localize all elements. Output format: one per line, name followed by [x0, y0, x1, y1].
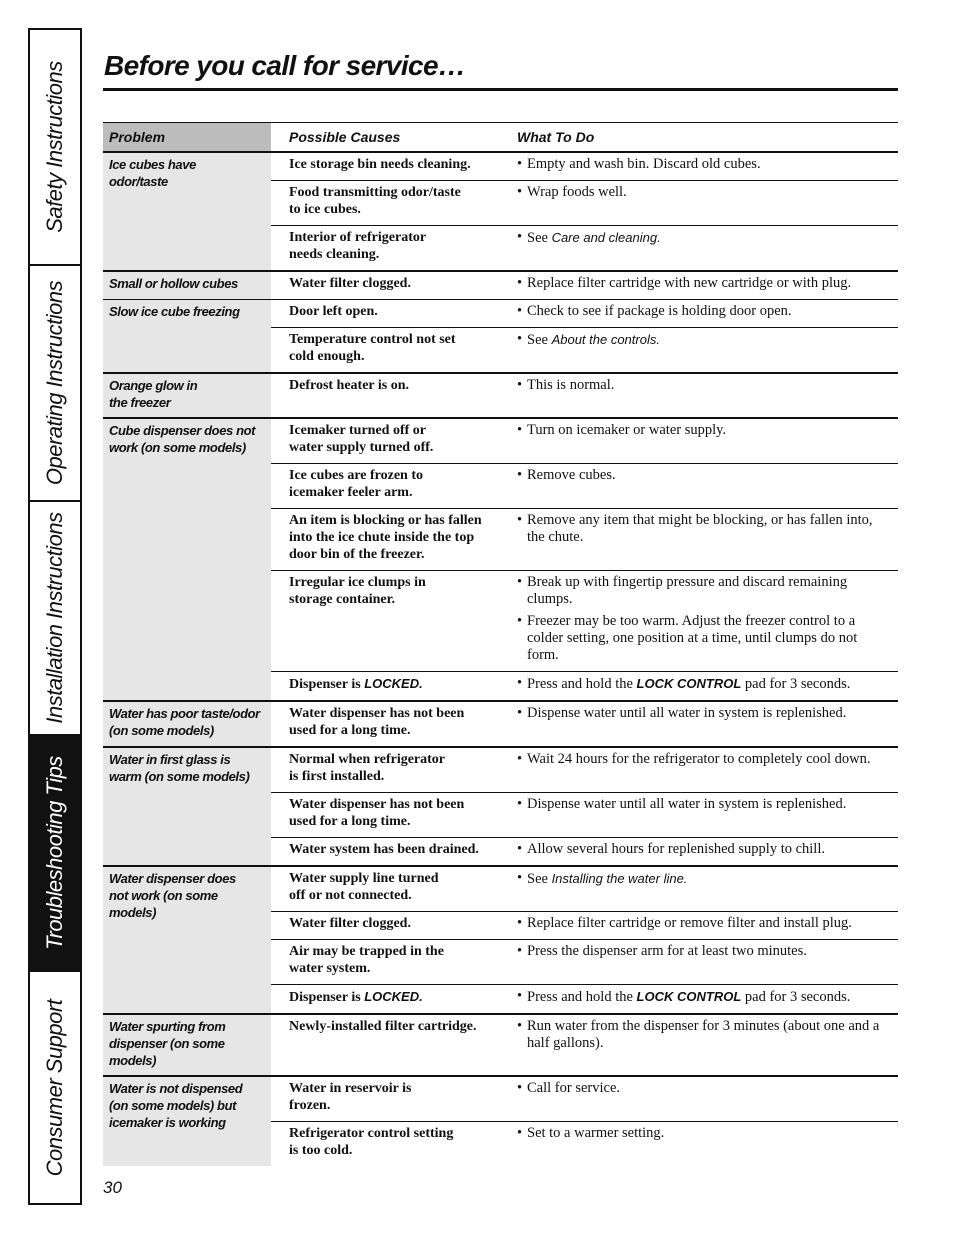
tab-troubleshooting-tips[interactable] — [30, 736, 80, 972]
cause-cell: Icemaker turned off or water supply turned off. — [271, 418, 500, 464]
what-to-do-cell — [500, 373, 898, 418]
what-to-do-cell — [500, 509, 898, 571]
cause-cell: An item is blocking or has fallen into the ice chute inside the top door bin of the freezer. — [271, 509, 500, 571]
cause-text: Dispenser is — [289, 677, 365, 692]
cause-cell: Interior of refrigerator needs cleaning. — [271, 226, 500, 272]
table-row — [103, 300, 898, 328]
cause-cell: Ice storage bin needs cleaning. — [271, 152, 500, 181]
what-to-do-cell — [500, 418, 898, 464]
what-to-do-cell — [500, 866, 898, 912]
remedy-item: • Check to see if package is holding door open. — [517, 303, 892, 320]
cause-cell — [271, 672, 500, 702]
tab-installation-instructions[interactable] — [30, 502, 80, 736]
what-to-do-cell — [500, 747, 898, 793]
cause-cell: Water dispenser has not been used for a long time. — [271, 793, 500, 838]
troubleshooting-table — [103, 122, 898, 1166]
section-reference: Installing the water line. — [551, 871, 688, 886]
what-to-do-cell — [500, 571, 898, 672]
page-title: Before you call for service… — [104, 50, 466, 81]
control-name: LOCK CONTROL — [636, 989, 742, 1004]
page-number: 30 — [103, 1178, 122, 1197]
cause-cell: Newly-installed filter cartridge. — [271, 1014, 500, 1076]
remedy-item: • Run water from the dispenser for 3 minutes (about one and a half gallons). — [517, 1018, 892, 1052]
remedy-item — [517, 675, 892, 693]
what-to-do-cell — [500, 985, 898, 1015]
what-to-do-cell — [500, 912, 898, 940]
table-row — [103, 152, 898, 181]
cause-cell: Normal when refrigerator is first installed. — [271, 747, 500, 793]
cause-cell: Refrigerator control setting is too cold. — [271, 1122, 500, 1167]
remedy-item — [517, 870, 892, 888]
problem-cell: Water dispenser does not work (on some models) — [103, 866, 271, 1014]
what-to-do-cell — [500, 226, 898, 272]
cause-cell: Water in reservoir is frozen. — [271, 1076, 500, 1122]
remedy-item: • This is normal. — [517, 377, 892, 394]
locked-label: LOCKED. — [364, 989, 423, 1004]
remedy-text: See — [527, 332, 552, 348]
problem-cell: Water in first glass is warm (on some models) — [103, 747, 271, 866]
table-row — [103, 747, 898, 793]
problem-cell: Ice cubes have odor/taste — [103, 152, 271, 271]
remedy-item: • Allow several hours for replenished supply to chill. — [517, 841, 892, 858]
table-row — [103, 701, 898, 747]
cause-cell: Irregular ice clumps in storage container. — [271, 571, 500, 672]
remedy-item: • Empty and wash bin. Discard old cubes. — [517, 156, 892, 173]
what-to-do-cell — [500, 328, 898, 374]
table-row — [103, 418, 898, 464]
header-what-to-do: What To Do — [500, 123, 898, 153]
remedy-item: • Dispense water until all water in system is replenished. — [517, 705, 892, 722]
remedy-item: • Wrap foods well. — [517, 184, 892, 201]
remedy-item: • Call for service. — [517, 1080, 892, 1097]
tab-consumer-support[interactable] — [30, 972, 80, 1203]
remedy-text: Press and hold the — [527, 676, 637, 692]
what-to-do-cell — [500, 271, 898, 300]
table-row — [103, 373, 898, 418]
what-to-do-cell — [500, 464, 898, 509]
locked-label: LOCKED. — [364, 676, 423, 691]
cause-cell: Water system has been drained. — [271, 838, 500, 867]
remedy-item — [517, 331, 892, 349]
tab-label: Troubleshooting Tips — [42, 756, 67, 950]
remedy-item: • Freezer may be too warm. Adjust the freezer control to a colder setting, one position at a time, until clumps do not form. — [517, 613, 892, 664]
problem-cell: Water spurting from dispenser (on some models) — [103, 1014, 271, 1076]
cause-cell: Temperature control not set cold enough. — [271, 328, 500, 374]
title-rule — [103, 88, 898, 91]
cause-cell: Air may be trapped in the water system. — [271, 940, 500, 985]
cause-cell: Defrost heater is on. — [271, 373, 500, 418]
cause-cell: Ice cubes are frozen to icemaker feeler arm. — [271, 464, 500, 509]
cause-cell: Water filter clogged. — [271, 271, 500, 300]
remedy-item: • Wait 24 hours for the refrigerator to completely cool down. — [517, 751, 892, 768]
problem-cell: Small or hollow cubes — [103, 271, 271, 300]
problem-cell: Slow ice cube freezing — [103, 300, 271, 374]
problem-cell: Orange glow in the freezer — [103, 373, 271, 418]
what-to-do-cell — [500, 793, 898, 838]
remedy-text: pad for 3 seconds. — [741, 989, 851, 1005]
remedy-text: See — [527, 230, 552, 246]
table-header-row — [103, 123, 898, 153]
table-row — [103, 1014, 898, 1076]
what-to-do-cell — [500, 300, 898, 328]
what-to-do-cell — [500, 181, 898, 226]
problem-cell: Water has poor taste/odor (on some models) — [103, 701, 271, 747]
remedy-item: • Set to a warmer setting. — [517, 1125, 892, 1142]
tab-operating-instructions[interactable] — [30, 266, 80, 502]
tab-label: Operating Instructions — [42, 280, 67, 486]
tab-label: Installation Instructions — [42, 512, 67, 724]
tab-label: Safety Instructions — [42, 61, 67, 233]
tab-safety-instructions[interactable] — [30, 30, 80, 266]
what-to-do-cell — [500, 1122, 898, 1167]
remedy-item: • Turn on icemaker or water supply. — [517, 422, 892, 439]
remedy-item: • Break up with fingertip pressure and discard remaining clumps. — [517, 574, 892, 608]
remedy-item: • Remove any item that might be blocking, or has fallen into, the chute. — [517, 512, 892, 546]
remedy-item: • Remove cubes. — [517, 467, 892, 484]
problem-cell: Cube dispenser does not work (on some models) — [103, 418, 271, 701]
what-to-do-cell — [500, 1014, 898, 1076]
cause-cell: Door left open. — [271, 300, 500, 328]
remedy-text: Press and hold the — [527, 989, 637, 1005]
what-to-do-cell — [500, 1076, 898, 1122]
cause-cell — [271, 985, 500, 1015]
problem-cell: Water is not dispensed (on some models) but icemaker is working — [103, 1076, 271, 1166]
remedy-item — [517, 229, 892, 247]
what-to-do-cell — [500, 672, 898, 702]
remedy-item: • Dispense water until all water in system is replenished. — [517, 796, 892, 813]
cause-cell: Water supply line turned off or not connected. — [271, 866, 500, 912]
section-tabs — [28, 28, 82, 1205]
tab-label: Consumer Support — [42, 999, 67, 1176]
what-to-do-cell — [500, 940, 898, 985]
what-to-do-cell — [500, 838, 898, 867]
control-name: LOCK CONTROL — [636, 676, 742, 691]
table-row — [103, 271, 898, 300]
table-row — [103, 1076, 898, 1122]
remedy-item: • Press the dispenser arm for at least two minutes. — [517, 943, 892, 960]
remedy-text: pad for 3 seconds. — [741, 676, 851, 692]
cause-cell: Water dispenser has not been used for a long time. — [271, 701, 500, 747]
section-reference: Care and cleaning. — [551, 230, 661, 245]
remedy-text: See — [527, 871, 552, 887]
cause-cell: Food transmitting odor/taste to ice cubes. — [271, 181, 500, 226]
section-reference: About the controls. — [551, 332, 660, 347]
table-row — [103, 866, 898, 912]
cause-text: Dispenser is — [289, 990, 365, 1005]
header-problem: Problem — [103, 123, 271, 153]
remedy-item: • Replace filter cartridge with new cartridge or with plug. — [517, 275, 892, 292]
remedy-item: • Replace filter cartridge or remove filter and install plug. — [517, 915, 892, 932]
remedy-item — [517, 988, 892, 1006]
what-to-do-cell — [500, 701, 898, 747]
what-to-do-cell — [500, 152, 898, 181]
header-possible-causes: Possible Causes — [271, 123, 500, 153]
cause-cell: Water filter clogged. — [271, 912, 500, 940]
